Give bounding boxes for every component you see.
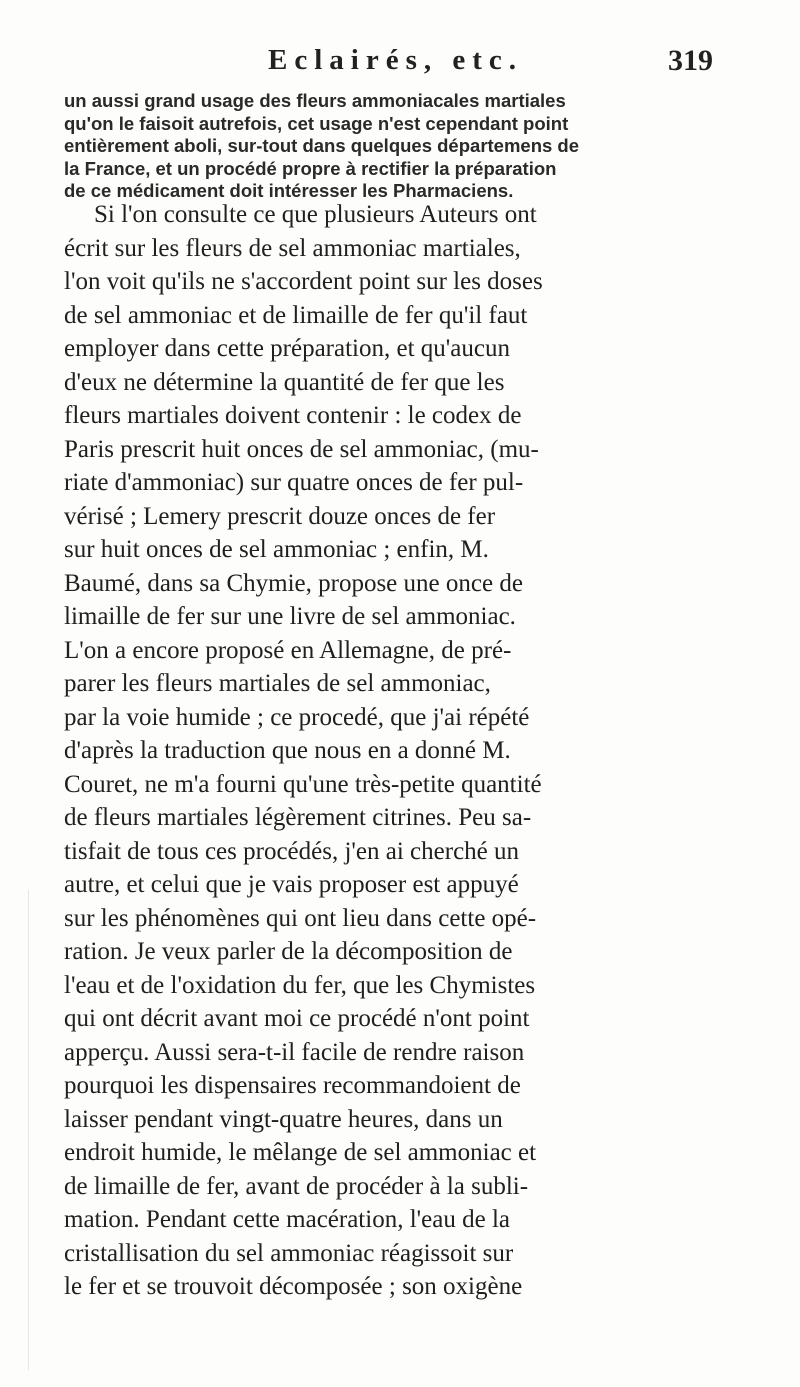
text-line: ration. Je veux parler de la décomposition de	[64, 938, 513, 965]
text-line: autre, et celui que je vais proposer est appuyé	[64, 871, 519, 898]
margin-shadow	[28, 890, 29, 1370]
text-line: fleurs martiales doivent contenir : le codex de	[64, 402, 522, 429]
small-text-line: de ce médicament doit intéresser les Pharmaciens.	[64, 180, 514, 201]
text-line: l'eau et de l'oxidation du fer, que les Chymistes	[64, 971, 536, 999]
small-text-line: qu'on le faisoit autrefois, cet usage n'est cependant point	[64, 112, 569, 134]
text-line: pourquoi les dispensaires recommandoient de	[64, 1072, 521, 1099]
text-line: vérisé ; Lemery prescrit douze onces de fer	[64, 502, 496, 530]
text-line: d'après la traduction que nous en a donné M.	[64, 737, 511, 764]
text-line: de limaille de fer, avant de procéder à la subli-	[64, 1172, 529, 1200]
small-text-line: la France, et un procédé propre à rectifier la préparation	[64, 157, 557, 179]
text-line: L'on a encore proposé en Allemagne, de pré-	[64, 636, 512, 664]
small-text-line: un aussi grand usage des fleurs ammoniacales martiales	[64, 90, 566, 111]
main-paragraph	[64, 198, 784, 1304]
text-line: mation. Pendant cette macération, l'eau de la	[64, 1206, 510, 1233]
text-line: cristallisation du sel ammoniac réagissoit sur	[64, 1239, 514, 1267]
text-line: Baumé, dans sa Chymie, propose une once de	[64, 569, 523, 597]
small-print-paragraph	[64, 90, 764, 203]
small-text-line: entièrement aboli, sur-tout dans quelques départemens de	[64, 135, 580, 156]
running-head	[0, 44, 800, 84]
text-line: de sel ammoniac et de limaille de fer qu'il faut	[64, 301, 528, 329]
text-line: apperçu. Aussi sera-t-il facile de rendre raison	[64, 1038, 525, 1066]
running-title: Eclairés, etc.	[268, 44, 524, 76]
text-line: l'on voit qu'ils ne s'accordent point sur les doses	[64, 268, 543, 295]
text-line: Couret, ne m'a fourni qu'une très-petite quantité	[64, 770, 542, 798]
text-line: laisser pendant vingt-quatre heures, dans un	[64, 1105, 503, 1133]
text-line: riate d'ammoniac) sur quatre onces de fer pul-	[64, 469, 524, 496]
text-line: employer dans cette préparation, et qu'aucun	[64, 335, 510, 362]
text-line: Paris prescrit huit onces de sel ammoniac, (mu-	[64, 435, 539, 463]
page-number: 319	[668, 44, 713, 77]
text-line: limaille de fer sur une livre de sel ammoniac.	[64, 603, 516, 630]
text-line: parer les fleurs martiales de sel ammoniac,	[64, 670, 491, 697]
text-line: qui ont décrit avant moi ce procédé n'ont point	[64, 1005, 530, 1032]
text-line: écrit sur les fleurs de sel ammoniac martiales,	[64, 234, 521, 262]
text-line: Si l'on consulte ce que plusieurs Auteurs ont	[94, 201, 537, 228]
text-line: sur huit onces de sel ammoniac ; enfin, M.	[64, 536, 489, 563]
text-line: de fleurs martiales légèrement citrines. Peu sa-	[64, 804, 532, 831]
text-line: endroit humide, le mêlange de sel ammoniac et	[64, 1139, 537, 1166]
text-line: tisfait de tous ces procédés, j'en ai cherché un	[64, 837, 520, 865]
text-line: sur les phénomènes qui ont lieu dans cette opé-	[64, 904, 537, 932]
text-line: d'eux ne détermine la quantité de fer que les	[64, 368, 505, 396]
text-line: par la voie humide ; ce procedé, que j'ai répété	[64, 703, 530, 731]
text-line: le fer et se trouvoit décomposée ; son oxigène	[64, 1273, 523, 1300]
